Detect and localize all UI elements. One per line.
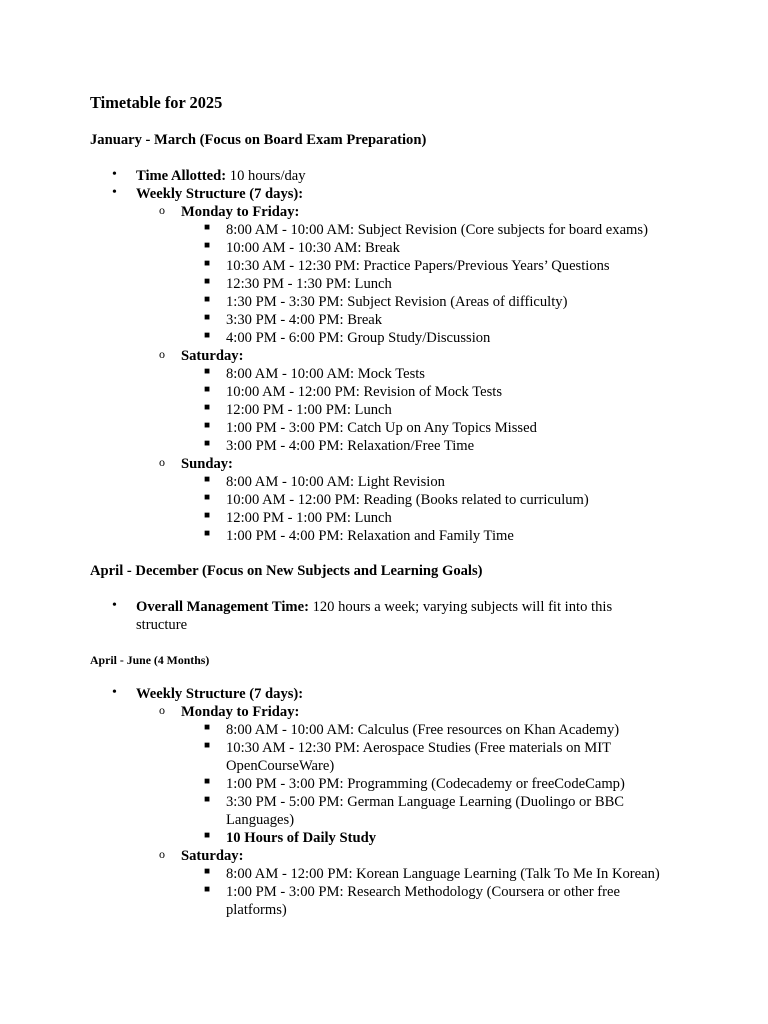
list-item: 1:30 PM - 3:30 PM: Subject Revision (Areas of difficulty) — [226, 294, 568, 310]
weekly-structure-item — [136, 185, 303, 203]
bullet-icon: • — [112, 598, 117, 613]
square-bullet-icon: ■ — [204, 366, 211, 377]
square-bullet-icon: ■ — [204, 438, 211, 449]
square-bullet-icon: ■ — [204, 740, 211, 751]
list-item-continued: OpenCourseWare) — [226, 758, 335, 774]
square-bullet-icon: ■ — [204, 222, 211, 233]
overall-management-continued: structure — [136, 617, 188, 633]
square-bullet-icon: ■ — [204, 492, 211, 503]
sunday-label: Sunday: — [181, 456, 233, 472]
time-allotted-item — [136, 167, 306, 185]
list-item-bold: 10 Hours of Daily Study — [226, 830, 377, 846]
weekly-structure-item: Weekly Structure (7 days): — [136, 686, 304, 702]
square-bullet-icon: ■ — [204, 240, 211, 251]
list-item: 10:30 AM - 12:30 PM: Practice Papers/Previous Years’ Questions — [226, 258, 610, 274]
square-bullet-icon: ■ — [204, 884, 211, 895]
square-bullet-icon: ■ — [204, 276, 211, 287]
list-item-continued: platforms) — [226, 902, 287, 918]
bullet-icon: • — [112, 685, 117, 700]
circle-bullet-icon: o — [159, 347, 165, 361]
saturday-label: Saturday: — [181, 348, 244, 364]
square-bullet-icon: ■ — [204, 776, 211, 787]
circle-bullet-icon: o — [159, 203, 165, 217]
weekday-label: Monday to Friday: — [181, 204, 300, 220]
square-bullet-icon: ■ — [204, 258, 211, 269]
list-item: 8:00 AM - 12:00 PM: Korean Language Learning (Talk To Me In Korean) — [226, 866, 660, 882]
circle-bullet-icon: o — [159, 455, 165, 469]
list-item: 8:00 AM - 10:00 AM: Light Revision — [226, 474, 445, 490]
square-bullet-icon: ■ — [204, 402, 211, 413]
list-item: 8:00 AM - 10:00 AM: Calculus (Free resources on Khan Academy) — [226, 722, 620, 738]
weekday-label: Monday to Friday: — [181, 704, 300, 720]
overall-management-item: Overall Management Time: 120 hours a week; varying subjects will fit into this — [136, 599, 613, 615]
list-item: 12:00 PM - 1:00 PM: Lunch — [226, 402, 392, 418]
list-item: 3:30 PM - 4:00 PM: Break — [226, 312, 383, 328]
list-item: 8:00 AM - 10:00 AM: Mock Tests — [226, 366, 425, 382]
list-item-continued: Languages) — [226, 812, 295, 828]
saturday-label: Saturday: — [181, 848, 244, 864]
square-bullet-icon: ■ — [204, 510, 211, 521]
section-heading-apr-dec: April - December (Focus on New Subjects and Learning Goals) — [90, 563, 483, 579]
list-item: 3:30 PM - 5:00 PM: German Language Learning (Duolingo or BBC — [226, 794, 625, 810]
square-bullet-icon: ■ — [204, 294, 211, 305]
page-title: Timetable for 2025 — [90, 93, 223, 112]
square-bullet-icon: ■ — [204, 312, 211, 323]
time-allotted-label: Time Allotted: — [136, 168, 227, 184]
section-heading-apr-jun: April - June (4 Months) — [90, 653, 210, 667]
list-item: 1:00 PM - 3:00 PM: Catch Up on Any Topics Missed — [226, 420, 537, 436]
list-item: 10:00 AM - 10:30 AM: Break — [226, 240, 400, 256]
list-item: 3:00 PM - 4:00 PM: Relaxation/Free Time — [226, 438, 475, 454]
list-item: 12:30 PM - 1:30 PM: Lunch — [226, 276, 392, 292]
bullet-icon: • — [112, 185, 117, 200]
list-item: 10:00 AM - 12:00 PM: Revision of Mock Tests — [226, 384, 503, 400]
square-bullet-icon: ■ — [204, 722, 211, 733]
square-bullet-icon: ■ — [204, 474, 211, 485]
list-item: 4:00 PM - 6:00 PM: Group Study/Discussion — [226, 330, 491, 346]
square-bullet-icon: ■ — [204, 866, 211, 877]
list-item: 12:00 PM - 1:00 PM: Lunch — [226, 510, 392, 526]
square-bullet-icon: ■ — [204, 384, 211, 395]
circle-bullet-icon: o — [159, 703, 165, 717]
list-item: 10:30 AM - 12:30 PM: Aerospace Studies (Free materials on MIT — [226, 740, 612, 756]
weekly-structure-label: Weekly Structure (7 days): — [136, 186, 304, 202]
bullet-icon: • — [112, 167, 117, 182]
square-bullet-icon: ■ — [204, 528, 211, 539]
overall-management-label: Overall Management Time: — [136, 599, 309, 615]
list-item: 8:00 AM - 10:00 AM: Subject Revision (Core subjects for board exams) — [226, 222, 648, 238]
section-heading-jan-mar: January - March (Focus on Board Exam Preparation) — [90, 132, 427, 148]
list-item: 10:00 AM - 12:00 PM: Reading (Books related to curriculum) — [226, 492, 589, 508]
list-item: 1:00 PM - 3:00 PM: Research Methodology (Coursera or other free — [226, 884, 620, 900]
square-bullet-icon: ■ — [204, 420, 211, 431]
circle-bullet-icon: o — [159, 847, 165, 861]
time-allotted-value: 10 hours/day — [226, 168, 306, 184]
list-item: 1:00 PM - 4:00 PM: Relaxation and Family Time — [226, 528, 514, 544]
square-bullet-icon: ■ — [204, 794, 211, 805]
square-bullet-icon: ■ — [204, 330, 211, 341]
list-item: 1:00 PM - 3:00 PM: Programming (Codecademy or freeCodeCamp) — [226, 776, 625, 792]
square-bullet-icon: ■ — [204, 830, 211, 841]
